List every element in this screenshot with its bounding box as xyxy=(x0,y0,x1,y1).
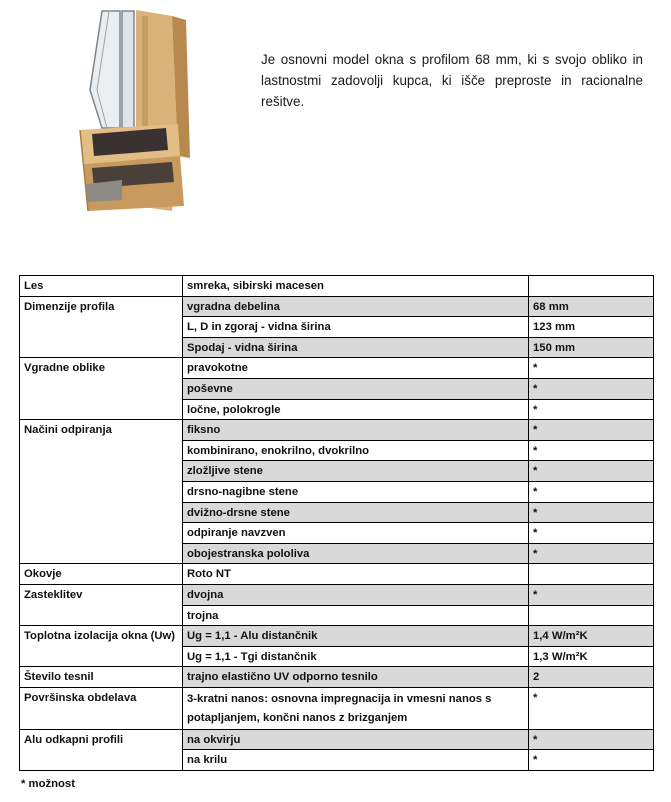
extra-cell: 2 xyxy=(529,667,654,688)
table-row xyxy=(20,687,654,729)
extra-cell xyxy=(529,564,654,585)
extra-cell: * xyxy=(529,420,654,441)
wood-groove xyxy=(142,16,148,136)
value-cell: fiksno xyxy=(183,420,529,441)
extra-cell: * xyxy=(529,461,654,482)
table-row xyxy=(20,667,654,688)
category-cell: Zasteklitev xyxy=(20,584,183,625)
table-row xyxy=(20,729,654,750)
extra-cell: 68 mm xyxy=(529,296,654,317)
value-cell: zložljive stene xyxy=(183,461,529,482)
value-cell: drsno-nagibne stene xyxy=(183,481,529,502)
extra-cell: * xyxy=(529,750,654,771)
value-cell: pravokotne xyxy=(183,358,529,379)
table-row xyxy=(20,276,654,297)
extra-cell: * xyxy=(529,729,654,750)
value-cell: trojna xyxy=(183,605,529,626)
extra-cell: * xyxy=(529,543,654,564)
value-cell: smreka, sibirski macesen xyxy=(183,276,529,297)
spec-table xyxy=(19,275,654,771)
extra-cell: * xyxy=(529,502,654,523)
footnote: * možnost xyxy=(21,778,75,790)
value-cell: dvojna xyxy=(183,584,529,605)
category-cell: Površinska obdelava xyxy=(20,687,183,729)
glass-pane-inner xyxy=(122,11,134,128)
category-cell: Alu odkapni profili xyxy=(20,729,183,770)
value-cell: 3-kratni nanos: osnovna impregnacija in vmesni nanos s potapljanjem, končni nanos z brizganjem xyxy=(183,687,529,729)
extra-cell: 1,4 W/m²K xyxy=(529,626,654,647)
extra-cell: * xyxy=(529,399,654,420)
extra-cell: 123 mm xyxy=(529,317,654,338)
value-cell: Ug = 1,1 - Tgi distančnik xyxy=(183,646,529,667)
extra-cell: * xyxy=(529,523,654,544)
category-cell: Dimenzije profila xyxy=(20,296,183,358)
extra-cell: * xyxy=(529,687,654,729)
value-cell: kombinirano, enokrilno, dvokrilno xyxy=(183,440,529,461)
intro-text: Je osnovni model okna s profilom 68 mm, ki s svojo obliko in lastnostmi zadovolji kupca, ki išče preproste in racionalne rešitve. xyxy=(261,52,643,109)
window-profile-image xyxy=(62,6,202,216)
value-cell: obojestranska pololiva xyxy=(183,543,529,564)
extra-cell: 1,3 W/m²K xyxy=(529,646,654,667)
category-cell: Les xyxy=(20,276,183,297)
extra-cell: * xyxy=(529,358,654,379)
glass-pane-outer xyxy=(90,11,120,128)
extra-cell: 150 mm xyxy=(529,337,654,358)
extra-cell: * xyxy=(529,378,654,399)
extra-cell xyxy=(529,276,654,297)
category-cell: Toplotna izolacija okna (Uw) xyxy=(20,626,183,667)
value-cell: vgradna debelina xyxy=(183,296,529,317)
category-cell: Načini odpiranja xyxy=(20,420,183,564)
extra-cell xyxy=(529,605,654,626)
value-cell: dvižno-drsne stene xyxy=(183,502,529,523)
category-cell: Okovje xyxy=(20,564,183,585)
value-cell: Spodaj - vidna širina xyxy=(183,337,529,358)
value-cell: Roto NT xyxy=(183,564,529,585)
table-row xyxy=(20,584,654,605)
value-cell: na krilu xyxy=(183,750,529,771)
extra-cell: * xyxy=(529,440,654,461)
value-cell: L, D in zgoraj - vidna širina xyxy=(183,317,529,338)
category-cell: Vgradne oblike xyxy=(20,358,183,420)
table-row xyxy=(20,420,654,441)
category-cell: Število tesnil xyxy=(20,667,183,688)
table-row xyxy=(20,358,654,379)
value-cell: na okvirju xyxy=(183,729,529,750)
value-cell: Ug = 1,1 - Alu distančnik xyxy=(183,626,529,647)
extra-cell: * xyxy=(529,481,654,502)
extra-cell: * xyxy=(529,584,654,605)
value-cell: ločne, polokrogle xyxy=(183,399,529,420)
value-cell: trajno elastično UV odporno tesnilo xyxy=(183,667,529,688)
value-cell: poševne xyxy=(183,378,529,399)
table-row xyxy=(20,564,654,585)
table-row xyxy=(20,296,654,317)
table-row xyxy=(20,626,654,647)
value-cell: odpiranje navzven xyxy=(183,523,529,544)
